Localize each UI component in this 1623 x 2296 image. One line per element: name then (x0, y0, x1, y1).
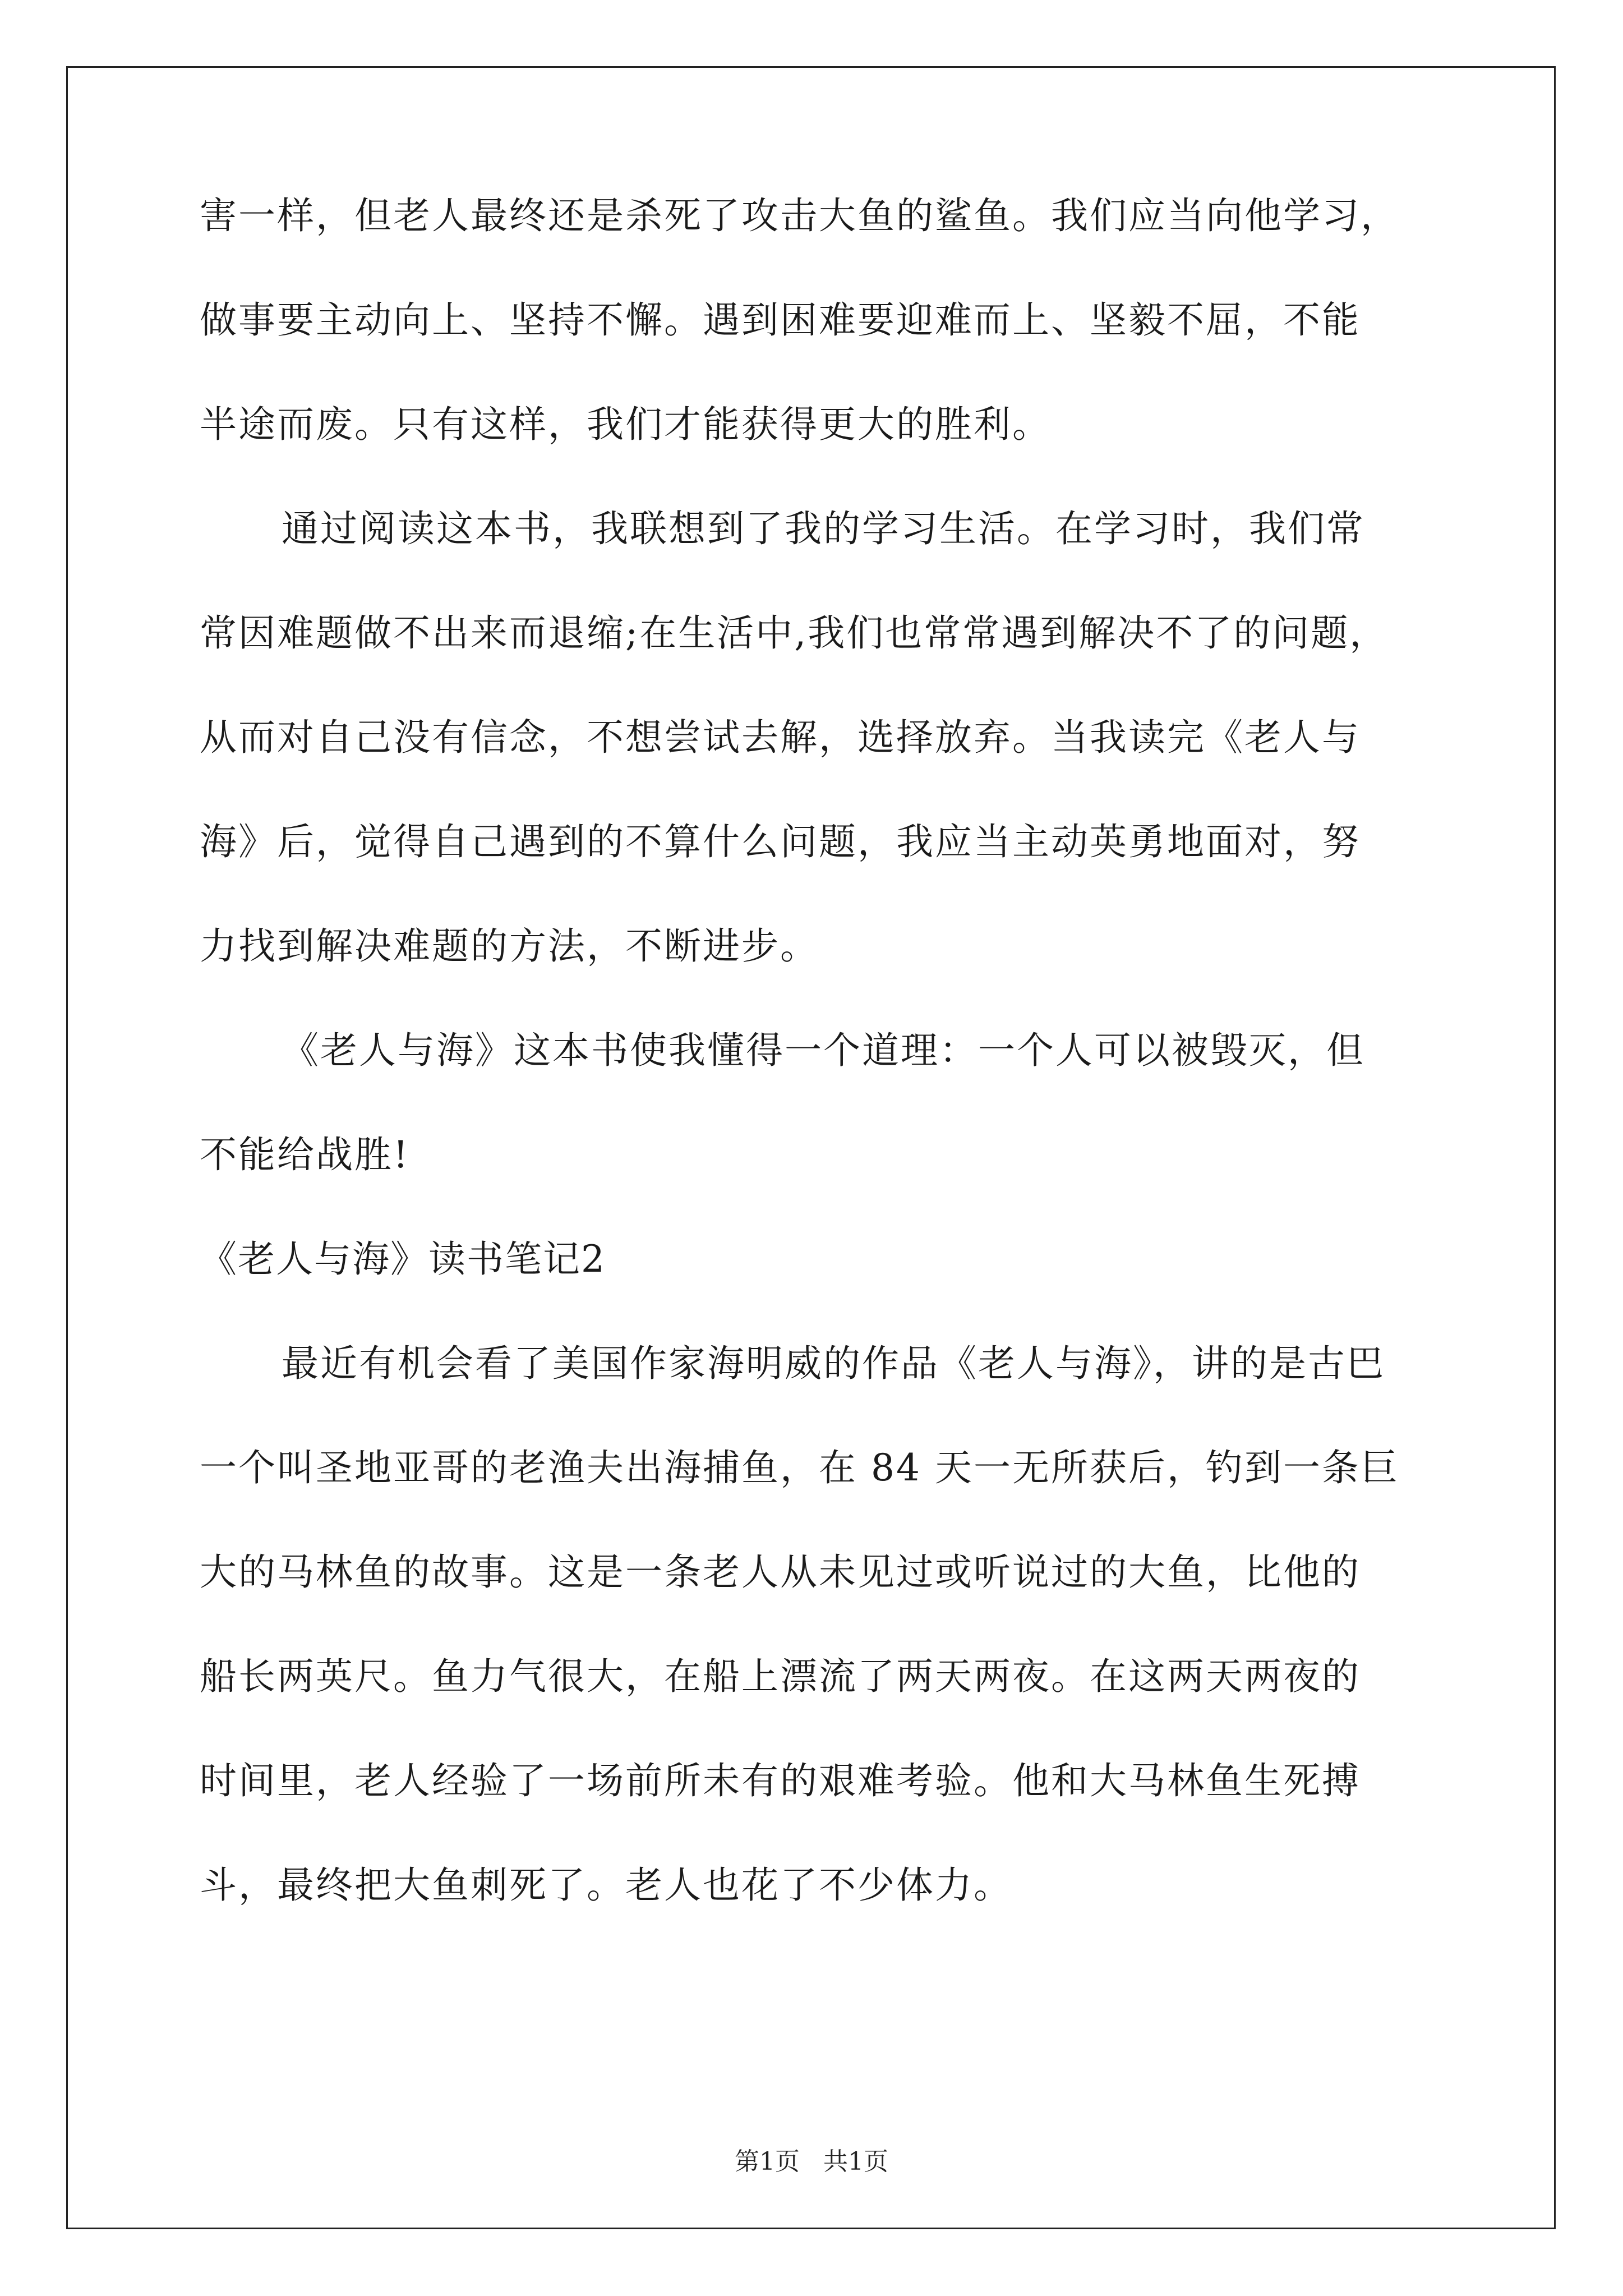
page-footer: 第1页 共1页 (735, 2147, 888, 2176)
text-line: 斗，最终把大鱼刺死了。老人也花了不少体力。 (200, 1864, 1012, 1907)
text-line: 时间里，老人经验了一场前所未有的艰难考验。他和大马林鱼生死搏 (200, 1759, 1361, 1802)
text-line: 从而对自己没有信念，不想尝试去解，选择放弃。当我读完《老人与 (200, 716, 1361, 759)
text-line: 半途而废。只有这样，我们才能获得更大的胜利。 (200, 403, 1051, 446)
text-line: 害一样，但老人最终还是杀死了攻击大鱼的鲨鱼。我们应当向他学习， (200, 194, 1399, 237)
text-line: 做事要主动向上、坚持不懈。遇到困难要迎难而上、坚毅不屈，不能 (200, 298, 1361, 342)
document-body (200, 194, 1428, 1971)
text-line: 不能给战胜! (200, 1133, 410, 1176)
text-line: 常因难题做不出来而退缩;在生活中,我们也常常遇到解决不了的问题， (200, 611, 1389, 655)
section-heading: 《老人与海》读书笔记2 (200, 1237, 606, 1281)
text-line: 大的马林鱼的故事。这是一条老人从未见过或听说过的大鱼，比他的 (200, 1550, 1361, 1594)
text-line: 一个叫圣地亚哥的老渔夫出海捕鱼，在 84 天一无所获后，钓到一条巨 (200, 1446, 1399, 1489)
text-line: 船长两英尺。鱼力气很大，在船上漂流了两天两夜。在这两天两夜的 (200, 1655, 1361, 1698)
text-line: 力找到解决难题的方法，不断进步。 (200, 924, 819, 968)
text-line: 最近有机会看了美国作家海明威的作品《老人与海》，讲的是古巴 (282, 1342, 1385, 1385)
text-line: 海》后，觉得自己遇到的不算什么问题，我应当主动英勇地面对，努 (200, 820, 1361, 863)
text-line: 通过阅读这本书，我联想到了我的学习生活。在学习时，我们常 (282, 507, 1365, 550)
text-line: 《老人与海》这本书使我懂得一个道理：一个人可以被毁灭，但 (282, 1029, 1365, 1072)
